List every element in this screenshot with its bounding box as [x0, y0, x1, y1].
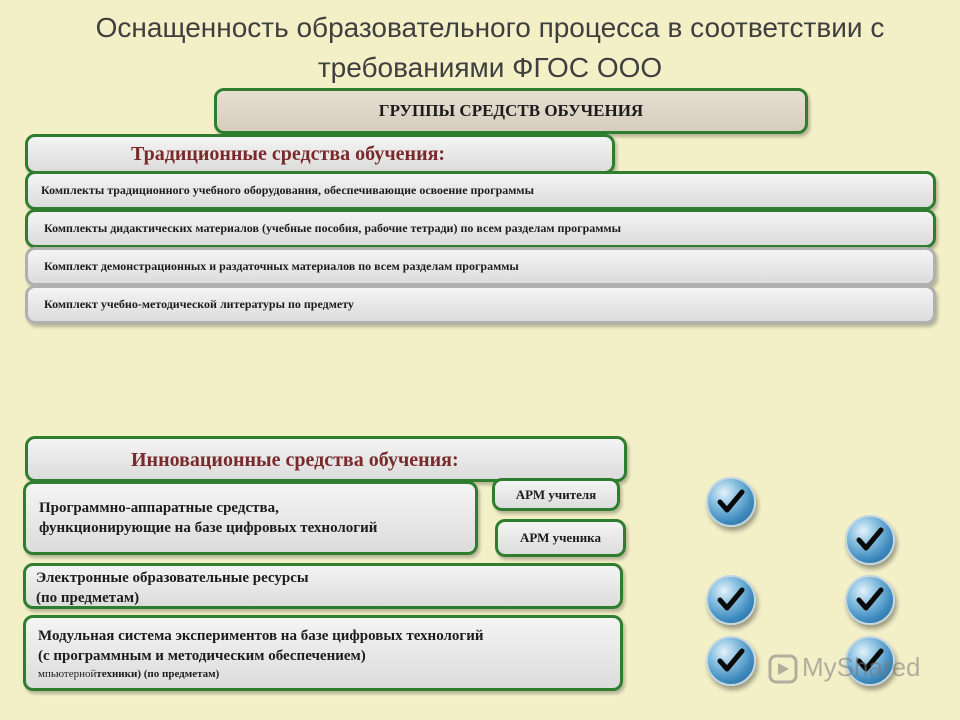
edu-resources-line-1: Электронные образовательные ресурсы	[36, 570, 309, 586]
modular-line-3b: техники) (по предметам)	[96, 668, 220, 680]
traditional-item-1: Комплекты традиционного учебного оборудования, обеспечивающие освоение программы	[25, 171, 936, 210]
page-title-line-1: Оснащенность образовательного процесса в соответствии с	[95, 12, 885, 43]
traditional-item-3: Комплект демонстрационных и раздаточных материалов по всем разделам программы	[25, 247, 936, 286]
groups-header: ГРУППЫ СРЕДСТВ ОБУЧЕНИЯ	[214, 88, 808, 134]
page-title-line-2: требованиями ФГОС ООО	[317, 52, 663, 83]
check-icon	[845, 515, 895, 565]
modular-line-1: Модульная система экспериментов на базе цифровых технологий	[38, 628, 484, 644]
check-icon	[706, 477, 756, 527]
myshared-logo-icon	[768, 654, 798, 684]
watermark-text: MyShared	[802, 652, 921, 682]
watermark	[768, 652, 921, 684]
edu-resources-line-2: (по предметам)	[36, 590, 140, 606]
modular-line-3a: мпьютерной	[38, 668, 97, 680]
check-icon	[706, 575, 756, 625]
hardware-line-2: функционирующие на базе цифровых технологий	[39, 520, 378, 536]
modular-line-3	[38, 666, 620, 682]
check-icon	[706, 636, 756, 686]
page-title	[40, 8, 940, 88]
hardware-line-1: Программно-аппаратные средства,	[39, 500, 279, 516]
check-icon	[845, 575, 895, 625]
modular-system-box	[23, 615, 623, 691]
edu-resources-box	[23, 563, 623, 609]
hardware-software-box	[23, 481, 478, 555]
traditional-header: Традиционные средства обучения:	[25, 134, 615, 174]
modular-line-2: (с программным и методическим обеспечением)	[38, 648, 366, 664]
arm-student-box: АРМ ученика	[495, 519, 626, 557]
traditional-item-2: Комплекты дидактических материалов (учебные пособия, рабочие тетради) по всем разделам программы	[25, 209, 936, 248]
arm-teacher-box: АРМ учителя	[492, 478, 620, 511]
traditional-item-4: Комплект учебно-методической литературы по предмету	[25, 285, 936, 324]
innovative-header: Инновационные средства обучения:	[25, 436, 627, 482]
